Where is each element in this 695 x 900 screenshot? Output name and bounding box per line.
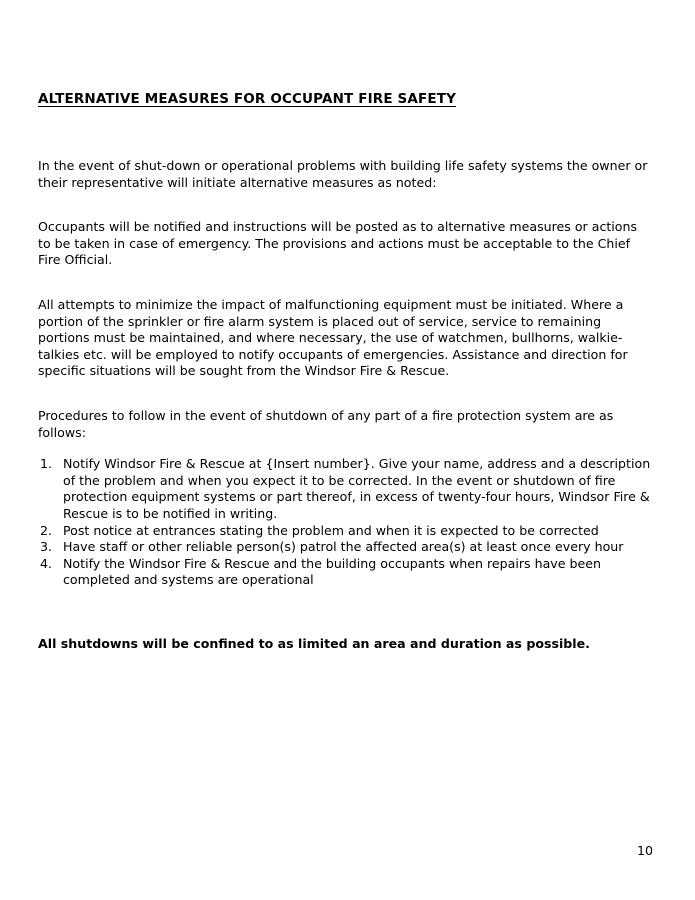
paragraph-procedures-intro: Procedures to follow in the event of shutdown of any part of a fire protection system are as follows: bbox=[38, 407, 614, 440]
spacer-before-closing bbox=[38, 589, 653, 636]
procedures-list bbox=[38, 456, 653, 589]
paragraph-minimize-impact: All attempts to minimize the impact of malfunctioning equipment must be initiated. Where a portion of the sprinkler or fire alarm system is placed out of service, service to remaining portions must be maintained, and where necessary, the use of watchmen, bullhorns, walkie-talkies etc. will be employed to notify occupants of emergencies. Assistance and direction for specific situations will be sought from the Windsor Fire & Rescue. bbox=[38, 296, 628, 379]
list-item-text: Notify the Windsor Fire & Rescue and the building occupants when repairs have been completed and systems are operational bbox=[63, 555, 601, 588]
paragraph-intro: In the event of shut-down or operational problems with building life safety systems the owner or their representative will initiate alternative measures as noted: bbox=[38, 158, 648, 190]
spacer-after-title bbox=[38, 108, 653, 158]
list-item-text: Post notice at entrances stating the problem and when it is expected to be corrected bbox=[63, 522, 599, 538]
spacer-before-list bbox=[38, 441, 653, 456]
page-number: 10 bbox=[636, 843, 653, 858]
page-title-text: ALTERNATIVE MEASURES FOR OCCUPANT FIRE SAFETY bbox=[38, 91, 457, 107]
list-item-text: Notify Windsor Fire & Rescue at {Insert number}. Give your name, address and a description of the problem and when you expect it to be corrected. In the event or shutdown of fire protection equipment systems or part thereof, in excess of twenty-four hours, Windsor Fire & Rescue is to be notified in writing. bbox=[63, 456, 651, 521]
list-item-text: Have staff or other reliable person(s) patrol the affected area(s) at least once every hour bbox=[63, 539, 624, 555]
document-body bbox=[38, 90, 653, 652]
list-item-marker: 2. bbox=[40, 522, 53, 538]
list-item bbox=[38, 539, 653, 556]
page-title bbox=[38, 90, 653, 108]
spacer-paragraph-3 bbox=[38, 380, 653, 408]
list-item-marker: 4. bbox=[40, 555, 53, 571]
spacer-paragraph-1 bbox=[38, 191, 653, 219]
spacer-paragraph-2 bbox=[38, 269, 653, 297]
list-item-marker: 3. bbox=[40, 539, 53, 555]
list-item-marker: 1. bbox=[40, 456, 53, 472]
list-item bbox=[38, 456, 653, 522]
list-item bbox=[38, 523, 653, 540]
list-item bbox=[38, 556, 653, 589]
paragraph-occupant-notification: Occupants will be notified and instructions will be posted as to alternative measures or actions to be taken in case of emergency. The provisions and actions must be acceptable to the Chief Fire Official. bbox=[38, 219, 638, 268]
closing-statement: All shutdowns will be confined to as limited an area and duration as possible. bbox=[38, 635, 590, 651]
